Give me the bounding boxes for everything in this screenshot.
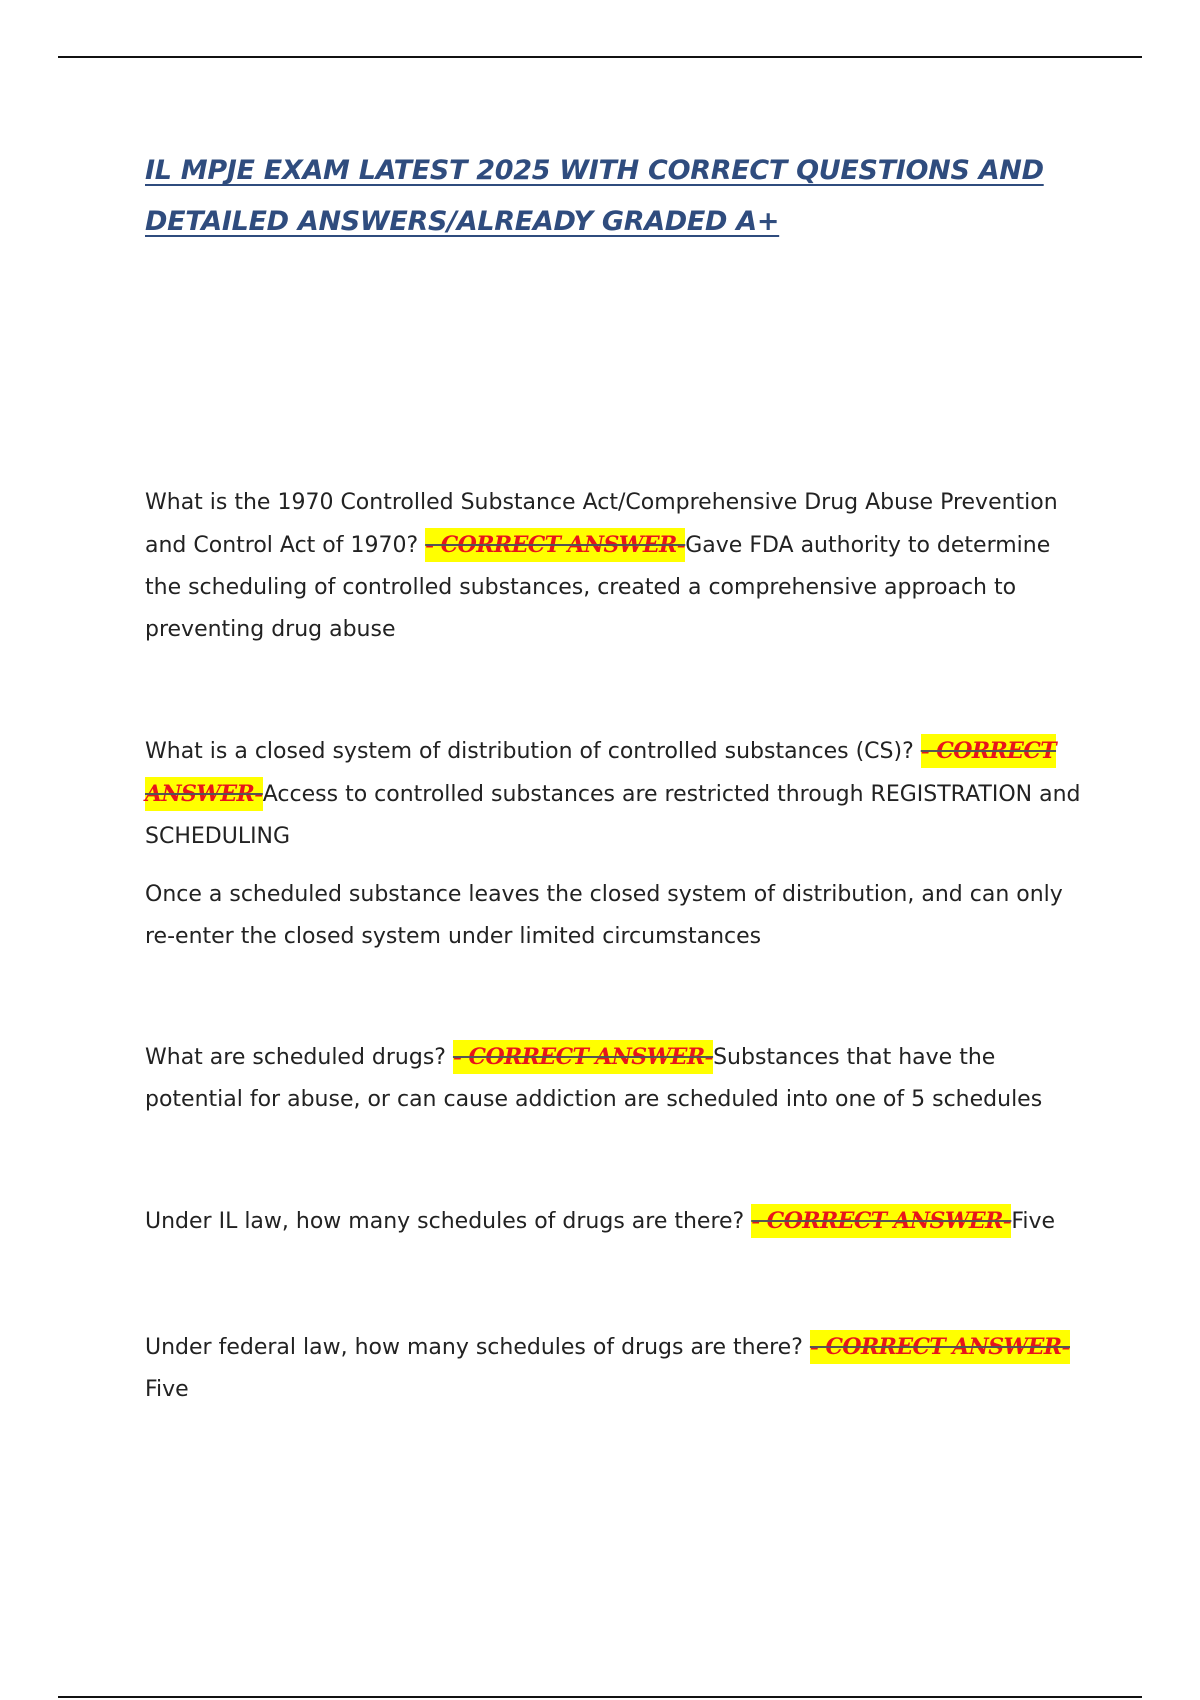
footer-rule (58, 1696, 1142, 1698)
answer-text: Substances that have the potential for abuse, or can cause addiction are scheduled into one of 5 schedules (145, 1045, 1043, 1112)
correct-answer-marker: - CORRECT ANSWER- (751, 1204, 1011, 1238)
document-title: IL MPJE EXAM LATEST 2025 WITH CORRECT QUESTIONS AND DETAILED ANSWERS/ALREADY GRADED A+ (145, 155, 1044, 237)
correct-answer-marker: - CORRECT ANSWER- (145, 734, 1056, 811)
qa-item-2-note: Once a scheduled substance leaves the closed system of distribution, and can only re-enter the closed system under limited circumstances (145, 882, 1063, 949)
question-text: What is a closed system of distribution of controlled substances (CS)? (145, 739, 921, 764)
answer-text: Five (145, 1377, 189, 1402)
question-text: Under federal law, how many schedules of drugs are there? (145, 1335, 810, 1360)
qa-item-2 (145, 730, 1090, 858)
question-text: What are scheduled drugs? (145, 1045, 453, 1070)
question-text: Under IL law, how many schedules of drugs are there? (145, 1209, 752, 1234)
qa-item-1 (145, 482, 1090, 651)
qa-item-5 (145, 1326, 1090, 1411)
correct-answer-marker: - CORRECT ANSWER- (810, 1330, 1070, 1364)
answer-text: Five (1011, 1209, 1056, 1234)
correct-answer-marker: - CORRECT ANSWER- (425, 528, 685, 562)
correct-answer-marker: - CORRECT ANSWER- (453, 1040, 713, 1074)
question-text: What is the 1970 Controlled Substance Act/Comprehensive Drug Abuse Prevention and Control Act of 1970? (145, 490, 1058, 558)
answer-text: Access to controlled substances are restricted through REGISTRATION and SCHEDULING (145, 782, 1081, 849)
qa-item-3 (145, 1036, 1090, 1121)
qa-item-4 (145, 1200, 1090, 1243)
answer-text: Gave FDA authority to determine the scheduling of controlled substances, created a comprehensive approach to preventing drug abuse (145, 533, 1051, 642)
header-rule (58, 56, 1142, 58)
